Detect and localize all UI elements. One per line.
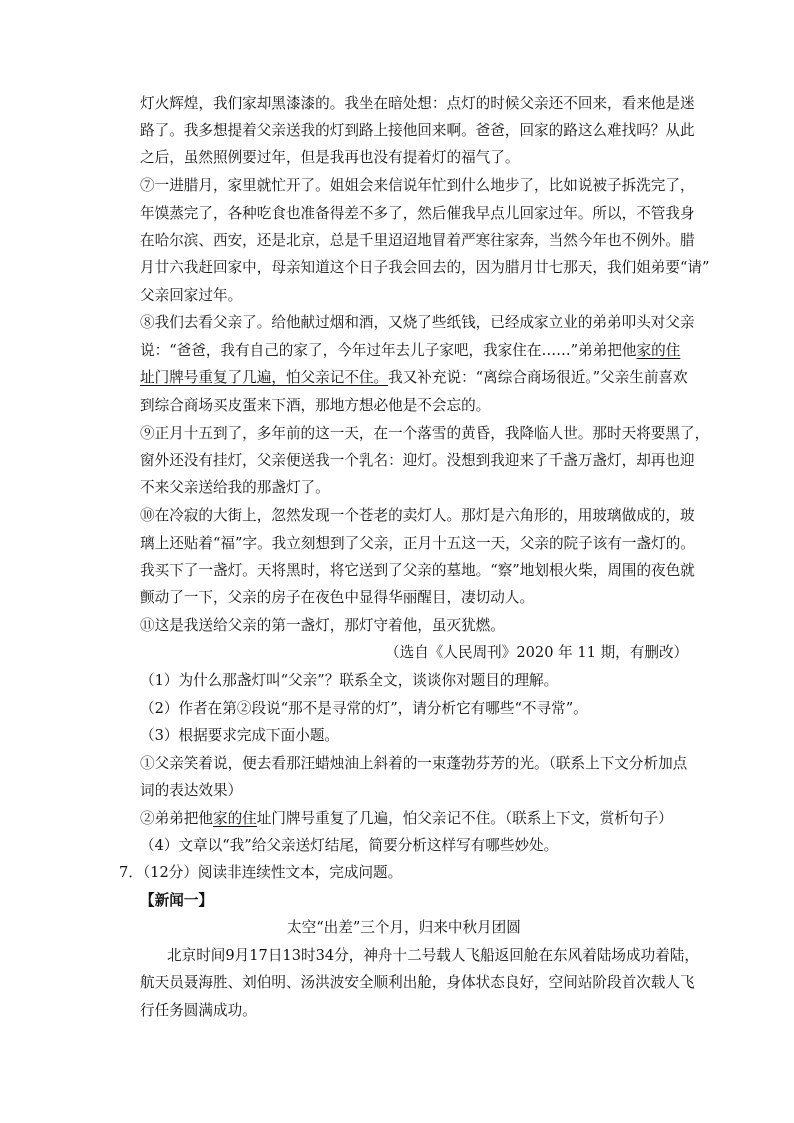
text-line: 北京时间9月17日13时34分，神舟十二号载人飞船返回舱在东风着陆场成功着陆，: [167, 947, 699, 964]
text-line: 我买下了一盏灯。天将黑时，将它送到了父亲的墓地。“察”地划根火柴，周围的夜色就: [140, 562, 695, 579]
text-line: （4）文章以“我”给父亲送灯结尾，简要分析这样写有哪些妙处。: [140, 837, 559, 854]
text-line: ⑦一进腊月，家里就忙开了。姐姐会来信说年忙到什么地步了，比如说被子拆洗完了，: [140, 177, 695, 194]
text-line: （选自《人民周刊》2020 年 11 期，有删改）: [385, 644, 689, 661]
text-line: ⑩在冷寂的大街上，忽然发现一个苍老的卖灯人。那灯是六角形的，用玻璃做成的，玻: [140, 507, 695, 524]
text-line: ②弟弟把他家的住址门牌号重复了几遍，怕父亲记不住。（联系上下文，赏析句子）: [140, 810, 673, 827]
text-line: 在哈尔滨、西安，还是北京，总是千里迢迢地冒着严寒往家奔，当然今年也不例外。腊: [140, 232, 695, 249]
text-line: 之后，虽然照例要过年，但是我再也没有提着灯的福气了。: [140, 149, 520, 166]
text-line: ⑪这是我送给父亲的第一盏灯，那灯守着他，虽灭犹燃。: [140, 617, 505, 634]
text-line: 颤动了一下，父亲的房子在夜色中显得华丽醒目，凄切动人。: [140, 589, 535, 606]
text-line: 行任务圆满成功。: [140, 1002, 257, 1019]
text-line: 到综合商场买皮蛋来下酒，那地方想必他是不会忘的。: [140, 397, 491, 414]
text-line: ①父亲笑着说，便去看那汪蜡烛油上斜着的一束蓬勃芬芳的光。（联系上下文分析加点: [140, 755, 688, 772]
text-line: 灯火辉煌，我们家却黑漆漆的。我坐在暗处想：点灯的时候父亲还不回来，看来他是迷: [140, 95, 695, 112]
text-line: 太空“出差”三个月，归来中秋月团圆: [287, 919, 521, 936]
text-line: 年馍蒸完了，各种吃食也准备得差不多了，然后催我早点儿回家过年。所以，不管我身: [140, 205, 695, 222]
text-line: 路了。我多想提着父亲送我的灯到路上接他回来啊。爸爸，回家的路这么难找吗？从此: [140, 122, 695, 139]
text-line: （1）为什么那盏灯叫“父亲”？联系全文，谈谈你对题目的理解。: [140, 672, 559, 689]
underlined-text: 址门牌号重复了几遍，怕父亲记不住。: [140, 369, 389, 386]
text-line: 父亲回家过年。: [140, 287, 243, 304]
text-line: ⑧我们去看父亲了。给他献过烟和酒，又烧了些纸钱，已经成家立业的弟弟叩头对父亲: [140, 314, 695, 331]
text-line: ⑨正月十五到了，多年前的这一天，在一个落雪的黄昏，我降临人世。那时天将要黑了，: [140, 425, 710, 442]
underlined-text: 家的住: [636, 342, 681, 359]
text-line: 月廿六我赶回家中，母亲知道这个日子我会回去的，因为腊月廿七那天，我们姐弟要“请”: [140, 259, 710, 276]
text-line: 7．（12分）阅读非连续性文本，完成问题。: [119, 864, 403, 881]
text-line: （3）根据要求完成下面小题。: [140, 727, 340, 744]
text-line: 不来父亲送给我的那盏灯了。: [140, 479, 330, 496]
underlined-text: 家的住: [212, 810, 257, 827]
text-line: （2）作者在第②段说“那不是寻常的灯”，请分析它有哪些“不寻常”。: [140, 700, 588, 717]
text-line: 说：“爸爸，我有自己的家了，今年过年去儿子家吧，我家住在……”弟弟把他家的住: [140, 342, 681, 359]
text-line: 址门牌号重复了几遍，怕父亲记不住。我又补充说：“离综合商场很近。”父亲生前喜欢: [140, 369, 688, 386]
text-line: 词的表达效果）: [140, 782, 243, 799]
text-line: 璃上还贴着“福”字。我立刻想到了父亲，正月十五这一天，父亲的院子该有一盏灯的。: [140, 535, 695, 552]
text-line: 窗外还没有挂灯，父亲便送我一个乳名：迎灯。没想到我迎来了千盏万盏灯，却再也迎: [140, 452, 695, 469]
text-line: 航天员聂海胜、刘伯明、汤洪波安全顺利出舱，身体状态良好，空间站阶段首次载人飞: [140, 974, 695, 991]
text-line: 【新闻一】: [140, 892, 213, 909]
